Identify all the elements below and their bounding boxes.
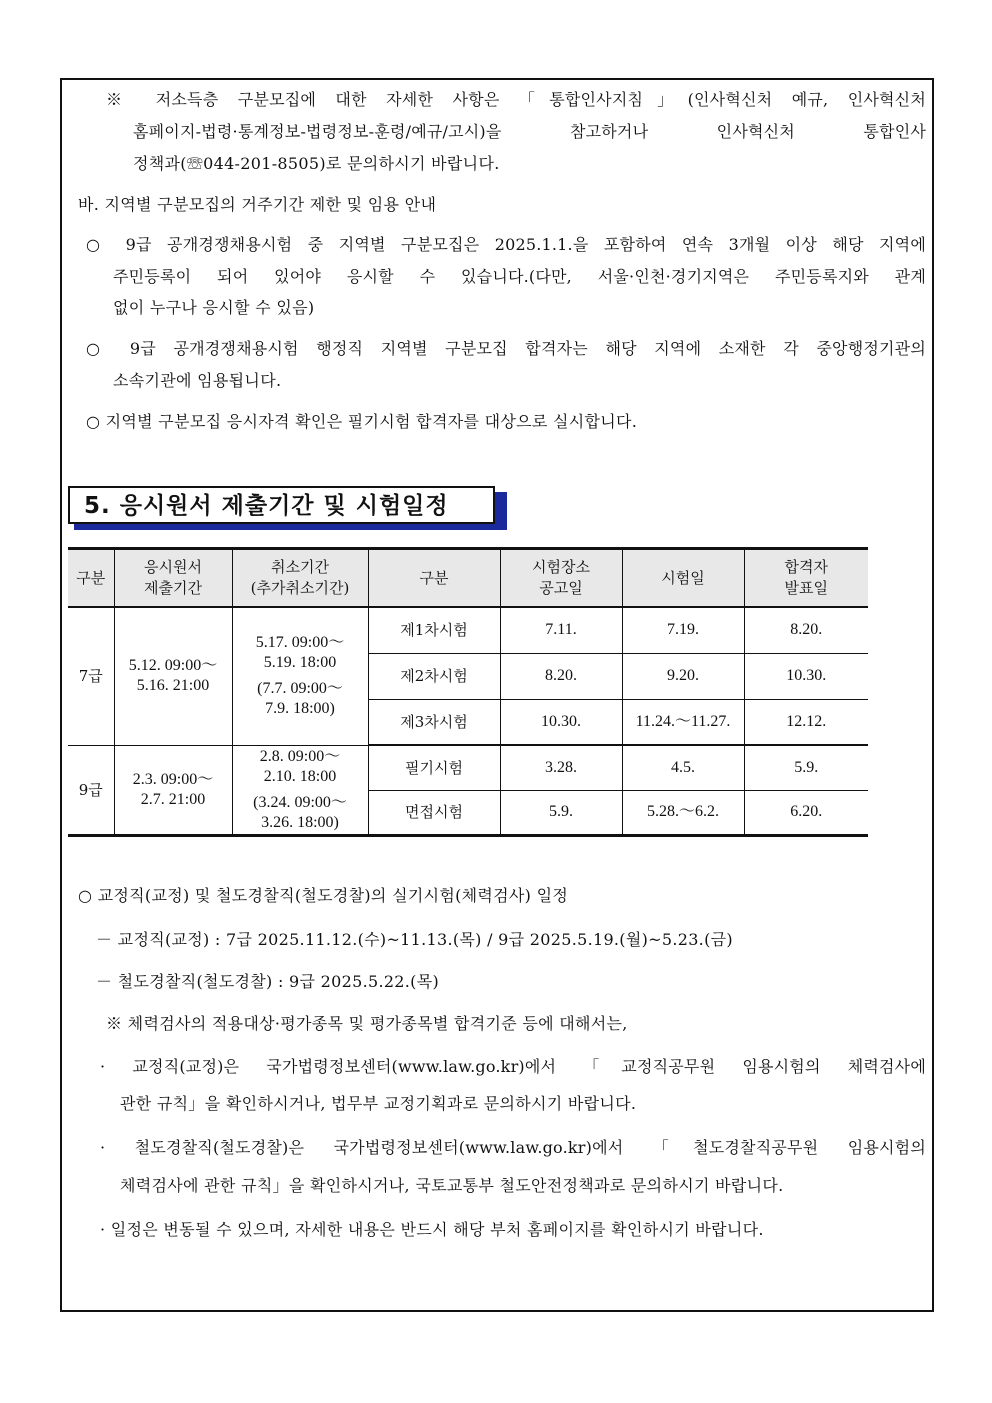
table-header-row — [68, 549, 868, 608]
schedule-table — [68, 547, 868, 837]
schedule-change-notice: · 일정은 변동될 수 있으며, 자세한 내용은 반드시 해당 부처 홈페이지를 확인하시기 바랍니다. — [100, 1220, 764, 1239]
bullet2-line2: 소속기관에 임용됩니다. — [113, 371, 282, 390]
table-row — [68, 607, 868, 653]
exam-cell: 9.20. — [622, 653, 744, 699]
section5-heading: 5. 응시원서 제출기간 및 시험일정 — [84, 493, 449, 519]
exam-cell: 7.19. — [622, 607, 744, 653]
table-row — [68, 745, 868, 790]
notice-cell: 8.20. — [500, 653, 622, 699]
exam-cell: 11.24.～11.27. — [622, 699, 744, 745]
result-cell: 10.30. — [744, 653, 868, 699]
stage-cell: 제3차시험 — [368, 699, 500, 745]
header-venue-notice-date: 시험장소 공고일 — [500, 549, 622, 608]
bullet2-line1: ○ 9급 공개경쟁채용시험 행정직 지역별 구분모집 합격자는 해당 지역에 소재한 각 중앙행정기관의 — [86, 339, 926, 358]
grade-9-application: 2.3. 09:00～ 2.7. 21:00 — [114, 745, 232, 835]
corrections-rule-line1: · 교정직(교정)은 국가법령정보센터(www.law.go.kr)에서 「교정직공무원 임용시험의 체력검사에 — [100, 1057, 926, 1076]
header-category: 구분 — [68, 549, 114, 608]
header-stage: 구분 — [368, 549, 500, 608]
bullet1-line2: 주민등록이 되어 있어야 응시할 수 있습니다.(다만, 서울·인천·경기지역은 주민등록지와 관계 — [113, 267, 926, 286]
grade-7-cancel: 5.17. 09:00～ 5.19. 18:00 (7.7. 09:00～ 7.9. 18:00) — [232, 607, 368, 745]
corrections-rule-line2: 관한 규칙」을 확인하시거나, 법무부 교정기획과로 문의하시기 바랍니다. — [120, 1094, 637, 1113]
notice-cell: 7.11. — [500, 607, 622, 653]
stage-cell: 제2차시험 — [368, 653, 500, 699]
practical-note: ※ 체력검사의 적용대상·평가종목 및 평가종목별 합격기준 등에 대해서는, — [106, 1014, 628, 1033]
header-application-period: 응시원서 제출기간 — [114, 549, 232, 608]
notice-cell: 10.30. — [500, 699, 622, 745]
result-cell: 12.12. — [744, 699, 868, 745]
bullet1-line3: 없이 누구나 응시할 수 있음) — [113, 298, 315, 317]
grade-7-cell: 7급 — [68, 607, 114, 745]
stage-cell: 면접시험 — [368, 790, 500, 835]
note-low-income-line2: 홈페이지-법령·통계정보-법령정보-훈령/예규/고시)을 참고하거나 인사혁신처 통합인사 — [133, 122, 926, 141]
bullet1-line1: ○ 9급 공개경쟁채용시험 중 지역별 구분모집은 2025.1.1.을 포함하여 연속 3개월 이상 해당 지역에 — [86, 235, 926, 254]
header-cancel-period: 취소기간 (추가취소기간) — [232, 549, 368, 608]
notice-cell: 3.28. — [500, 745, 622, 790]
note-low-income-line3: 정책과(☏044-201-8505)로 문의하시기 바랍니다. — [133, 154, 500, 173]
header-exam-date: 시험일 — [622, 549, 744, 608]
stage-cell: 제1차시험 — [368, 607, 500, 653]
stage-cell: 필기시험 — [368, 745, 500, 790]
grade-7-application: 5.12. 09:00～ 5.16. 21:00 — [114, 607, 232, 745]
note-low-income-line1: ※ 저소득층 구분모집에 대한 자세한 사항은 「통합인사지침」(인사혁신처 예규, 인사혁신처 — [106, 90, 926, 109]
practical-corrections-dates: － 교정직(교정) : 7급 2025.11.12.(수)~11.13.(목) / 9급 2025.5.19.(월)~5.23.(금) — [96, 930, 733, 949]
practical-railway-police-dates: － 철도경찰직(철도경찰) : 9급 2025.5.22.(목) — [96, 972, 440, 991]
railway-rule-line1: · 철도경찰직(철도경찰)은 국가법령정보센터(www.law.go.kr)에서 「철도경찰직공무원 임용시험의 — [100, 1138, 926, 1157]
result-cell: 6.20. — [744, 790, 868, 835]
notice-cell: 5.9. — [500, 790, 622, 835]
practical-title: ○ 교정직(교정) 및 철도경찰직(철도경찰)의 실기시험(체력검사) 일정 — [78, 886, 569, 905]
railway-rule-line2: 체력검사에 관한 규칙」을 확인하시거나, 국토교통부 철도안전정책과로 문의하시기 바랍니다. — [120, 1176, 784, 1195]
grade-9-cancel: 2.8. 09:00～ 2.10. 18:00 (3.24. 09:00～ 3.26. 18:00) — [232, 745, 368, 835]
result-cell: 5.9. — [744, 745, 868, 790]
exam-cell: 4.5. — [622, 745, 744, 790]
result-cell: 8.20. — [744, 607, 868, 653]
bullet3: ○ 지역별 구분모집 응시자격 확인은 필기시험 합격자를 대상으로 실시합니다. — [86, 412, 638, 431]
exam-cell: 5.28.～6.2. — [622, 790, 744, 835]
grade-9-cell: 9급 — [68, 745, 114, 835]
section-ba-title: 바. 지역별 구분모집의 거주기간 제한 및 임용 안내 — [78, 195, 437, 214]
header-result-date: 합격자 발표일 — [744, 549, 868, 608]
